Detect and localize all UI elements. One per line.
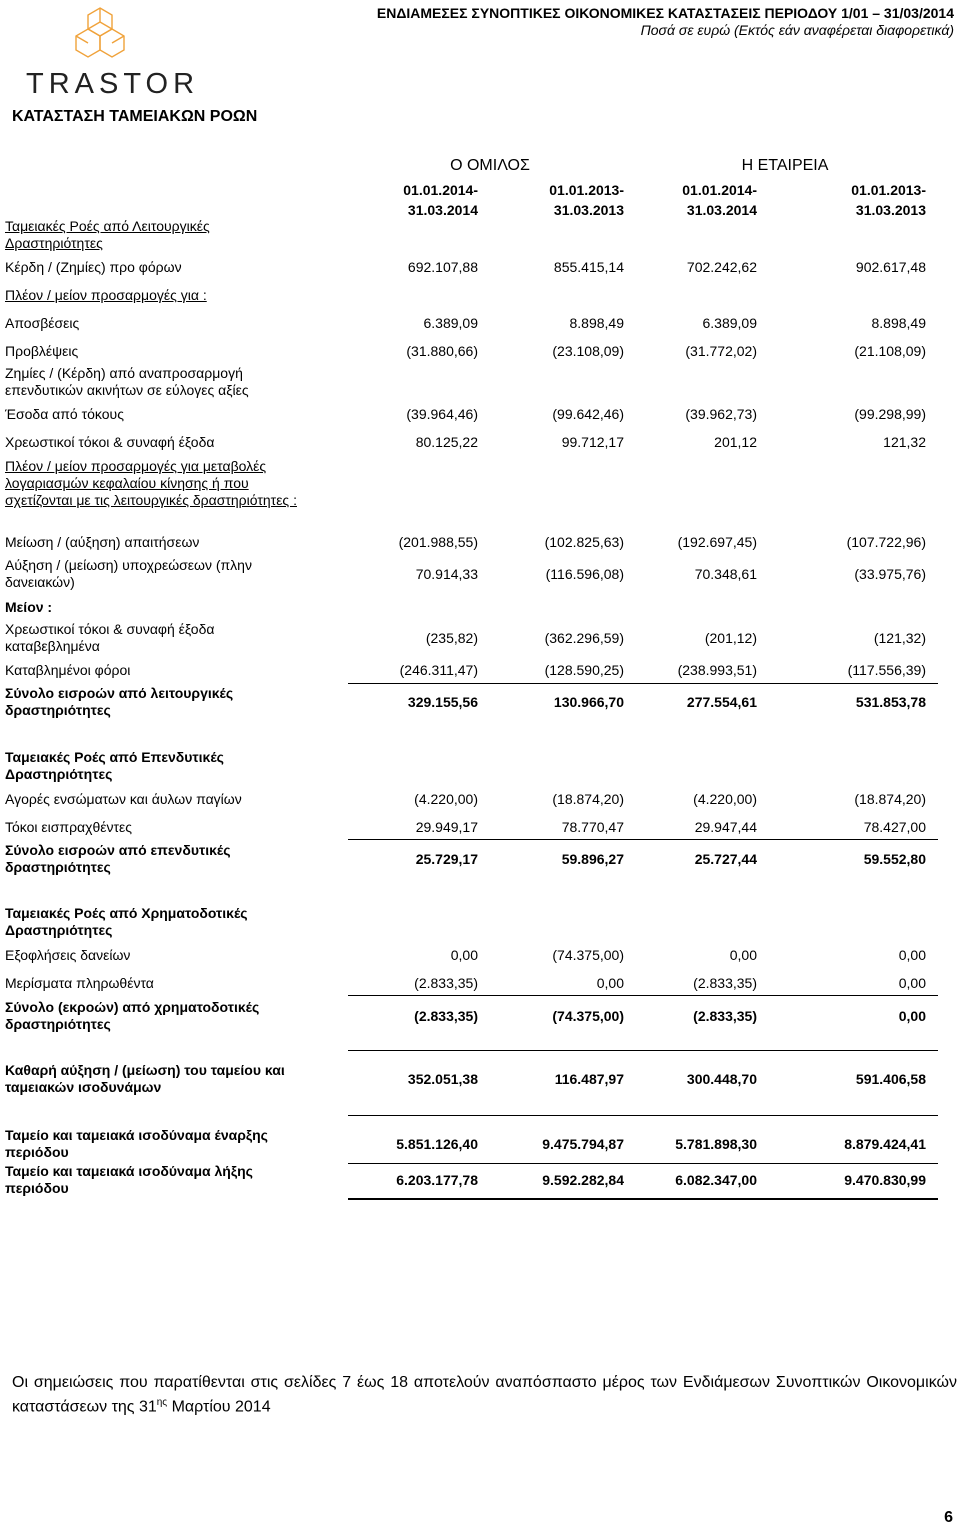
divider [348, 683, 938, 684]
report-header-subtitle: Ποσά σε ευρώ (Εκτός εάν αναφέρεται διαφορετικά) [640, 22, 954, 38]
divider [348, 995, 938, 996]
period-header: 01.01.2013- 31.03.2013 [851, 182, 926, 218]
divider-double [348, 1198, 938, 1200]
page-title: ΚΑΤΑΣΤΑΣΗ ΤΑΜΕΙΑΚΩΝ ΡΟΩΝ [12, 108, 258, 125]
period-header: 01.01.2014- 31.03.2014 [403, 182, 478, 218]
group-header-company: Η ΕΤΑΙΡΕΙΑ [741, 157, 829, 174]
divider [348, 1163, 938, 1164]
company-logo [26, 6, 200, 100]
group-header-group: Ο ΟΜΙΛΟΣ [450, 157, 530, 174]
page-number: 6 [944, 1509, 953, 1526]
period-header: 01.01.2013- 31.03.2013 [549, 182, 624, 218]
footnote: Οι σημειώσεις που παρατίθενται στις σελίδες 7 έως 18 αποτελούν αναπόσπαστο μέρος των Ενδιάμεσων Συνοπτικών Οικονομικών καταστάσεων της $31^{\eta\varsigma}$ Μαρτίου 2014 [12, 1374, 957, 1416]
hexagon-logo-icon [70, 6, 130, 66]
report-header-title: ΕΝΔΙΑΜΕΣΕΣ ΣΥΝΟΠΤΙΚΕΣ ΟΙΚΟΝΟΜΙΚΕΣ ΚΑΤΑΣΤΑΣΕΙΣ ΠΕΡΙΟΔΟΥ 1/01 – 31/03/2014 [376, 5, 954, 21]
period-header: 01.01.2014- 31.03.2014 [682, 182, 757, 218]
divider [348, 1115, 938, 1116]
logo-wordmark: TRASTOR [26, 68, 200, 100]
divider [348, 1050, 938, 1051]
divider [348, 839, 938, 840]
